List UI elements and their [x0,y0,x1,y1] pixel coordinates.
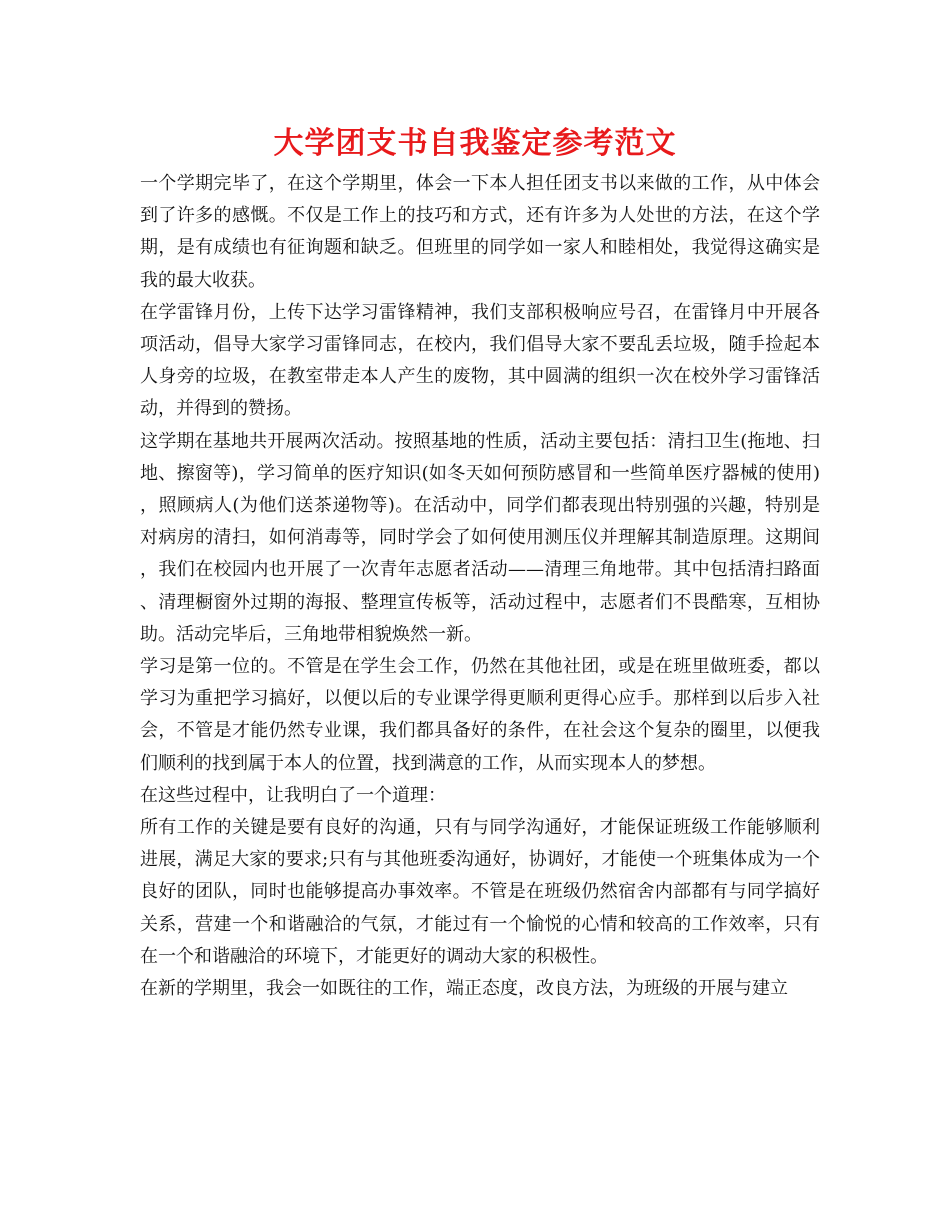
document-title: 大学团支书自我鉴定参考范文 [273,126,677,161]
paragraph-7: 在新的学期里，我会一如既往的工作，端正态度，改良方法，为班级的开展与建立 [140,978,788,1000]
paragraph-4: 学习是第一位的。不管是在学生会工作，仍然在其他社团，或是在班里做班委，都以学习为重把学习搞好，以便以后的专业课学得更顺利更得心应手。那样到以后步入社会，不管是才能仍然专业课，我们都具备好的条件，在社会这个复杂的圈里，以便我们顺利的找到属于本人的位置，找到满意的工作，从而实现本人的梦想。 [140,656,820,774]
paragraph-5: 在这些过程中，让我明白了一个道理： [140,784,446,806]
paragraph-2: 在学雷锋月份，上传下达学习雷锋精神，我们支部积极响应号召，在雷锋月中开展各项活动，倡导大家学习雷锋同志，在校内，我们倡导大家不要乱丢垃圾，随手捡起本人身旁的垃圾，在教室带走本人产生的废物，其中圆满的组织一次在校外学习雷锋活动，并得到的赞扬。 [140,301,820,420]
paragraph-3: 这学期在基地共开展两次活动。按照基地的性质，活动主要包括：清扫卫生(拖地、扫地、擦窗等)，学习简单的医疗知识(如冬天如何预防感冒和一些简单医疗器械的使用)，照顾病人(为他们送茶递物等)。在活动中，同学们都表现出特别强的兴趣，特别是对病房的清扫，如何消毒等，同时学会了如何使用测压仪并理解其制造原理。这期间，我们在校园内也开展了一次青年志愿者活动——清理三角地带。其中包括清扫路面、清理橱窗外过期的海报、整理宣传板等，活动过程中，志愿者们不畏酷寒，互相协助。活动完毕后，三角地带相貌焕然一新。 [140,430,820,645]
paragraph-6: 所有工作的关键是要有良好的沟通，只有与同学沟通好，才能保证班级工作能够顺利进展，满足大家的要求;只有与其他班委沟通好，协调好，才能使一个班集体成为一个良好的团队，同时也能够提高办事效率。不管是在班级仍然宿舍内部都有与同学搞好关系，营建一个和谐融洽的气氛，才能过有一个愉悦的心情和较高的工作效率，只有在一个和谐融洽的环境下，才能更好的调动大家的积极性。 [140,817,820,967]
document-body [140,168,820,1005]
paragraph-1: 一个学期完毕了，在这个学期里，体会一下本人担任团支书以来做的工作，从中体会到了许多的感慨。不仅是工作上的技巧和方式，还有许多为人处世的方法，在这个学期，是有成绩也有征询题和缺乏。但班里的同学如一家人和睦相处，我觉得这确实是我的最大收获。 [140,173,820,291]
